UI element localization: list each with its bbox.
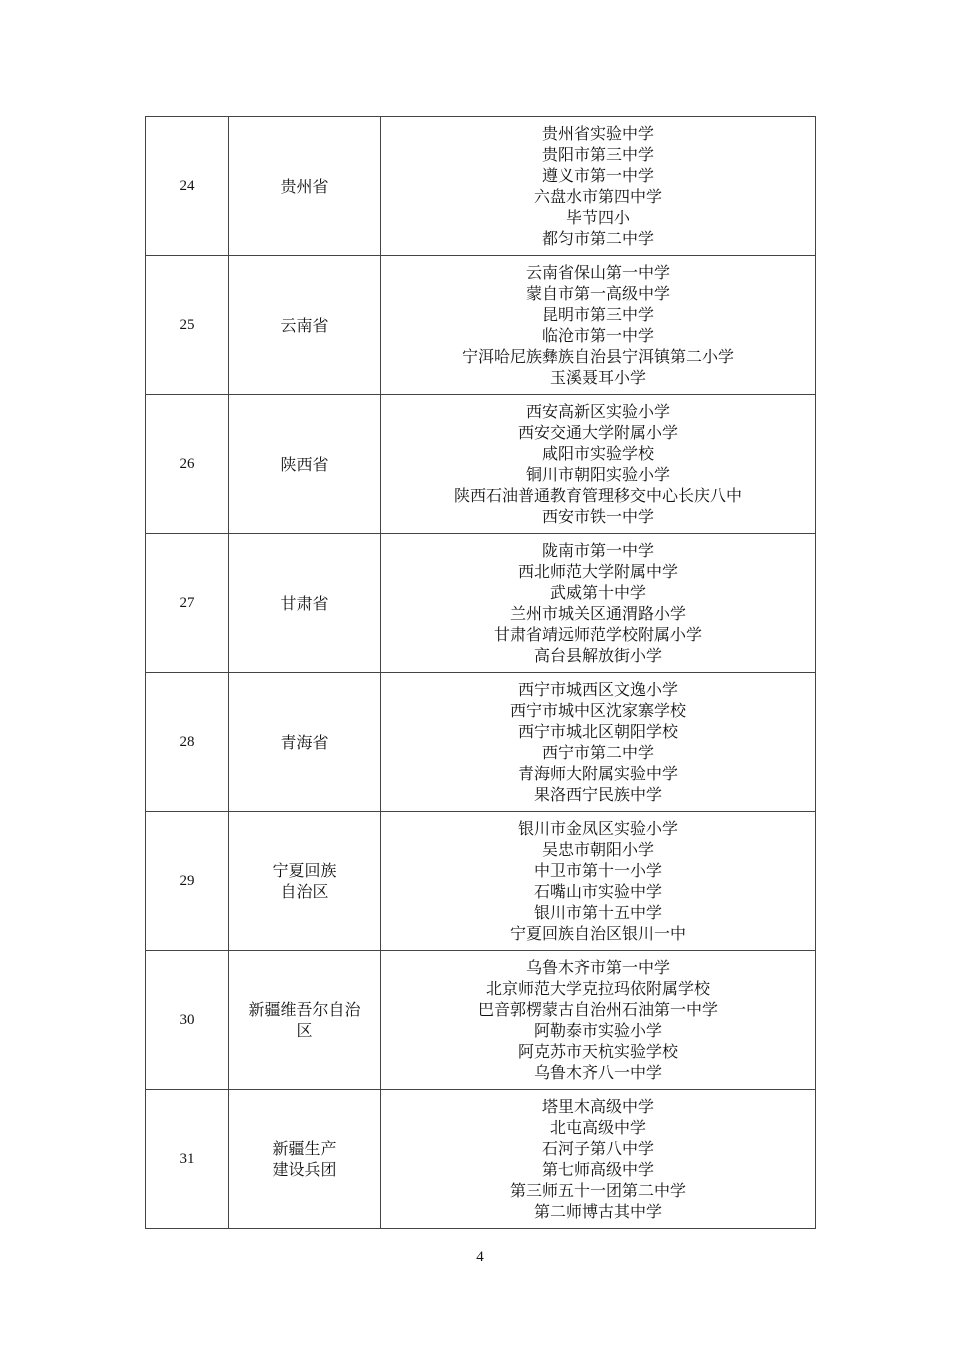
row-number: 26 [146,395,229,534]
school-name: 西安交通大学附属小学 [517,423,678,442]
school-name: 西宁市城中区沈家寨学校 [509,701,686,720]
province-name-line: 宁夏回族 [272,861,337,880]
school-name: 西安高新区实验小学 [525,402,670,421]
table-row [146,117,816,256]
school-name: 六盘水市第四中学 [533,187,662,206]
school-name: 西安市铁一中学 [541,507,654,526]
school-list-cell [381,1090,816,1229]
school-name: 乌鲁木齐市第一中学 [525,958,670,977]
province-cell [229,951,381,1090]
school-name: 兰州市城关区通渭路小学 [509,604,686,623]
province-name-line: 区 [296,1021,313,1040]
page-number: 4 [476,1249,484,1265]
row-number: 30 [146,951,229,1090]
table-row [146,951,816,1090]
school-name: 都匀市第二中学 [541,229,654,248]
school-name: 北京师范大学克拉玛依附属学校 [485,979,710,998]
school-name: 陕西石油普通教育管理移交中心长庆八中 [453,486,742,505]
school-list-cell [381,673,816,812]
school-name: 第三师五十一团第二中学 [509,1181,686,1200]
school-name: 西北师范大学附属中学 [517,562,678,581]
school-name: 陇南市第一中学 [541,541,654,560]
school-name: 咸阳市实验学校 [541,444,654,463]
school-name: 贵州省实验中学 [541,124,654,143]
table-row [146,1090,816,1229]
school-name: 第七师高级中学 [541,1160,654,1179]
school-name: 武威第十中学 [549,583,646,602]
school-name: 铜川市朝阳实验小学 [525,465,670,484]
table-row [146,534,816,673]
province-name: 陕西省 [280,454,329,474]
school-name: 银川市金凤区实验小学 [517,819,678,838]
school-name: 西宁市第二中学 [541,743,654,762]
province-cell [229,117,381,256]
school-name: 石河子第八中学 [541,1139,654,1158]
school-name: 西宁市城北区朝阳学校 [517,722,678,741]
school-name: 宁夏回族自治区银川一中 [509,924,686,943]
table-row [146,812,816,951]
table-row [146,256,816,395]
row-number: 24 [146,117,229,256]
row-number: 29 [146,812,229,951]
table-row [146,673,816,812]
school-name: 青海师大附属实验中学 [517,764,678,783]
school-name: 西宁市城西区文逸小学 [517,680,678,699]
province-name-line: 新疆生产 [272,1139,337,1158]
school-list-cell [381,117,816,256]
school-name: 临沧市第一中学 [541,326,654,345]
school-name: 云南省保山第一中学 [525,263,670,282]
school-name: 贵阳市第三中学 [541,145,654,164]
school-name: 甘肃省靖远师范学校附属小学 [493,625,702,644]
school-list-cell [381,812,816,951]
province-name: 甘肃省 [280,593,329,613]
province-cell [229,812,381,951]
school-list-cell [381,534,816,673]
province-cell [229,395,381,534]
province-name-line: 新疆维吾尔自治 [248,1000,361,1019]
school-name: 塔里木高级中学 [541,1097,654,1116]
school-name: 巴音郭楞蒙古自治州石油第一中学 [477,1000,718,1019]
school-name: 第二师博古其中学 [533,1202,662,1221]
school-name: 玉溪聂耳小学 [549,368,646,387]
school-name: 宁洱哈尼族彝族自治县宁洱镇第二小学 [461,347,734,366]
province-cell [229,673,381,812]
school-name: 吴忠市朝阳小学 [541,840,654,859]
row-number: 25 [146,256,229,395]
school-name: 阿勒泰市实验小学 [533,1021,662,1040]
school-name: 高台县解放街小学 [533,646,662,665]
province-name: 云南省 [280,315,329,335]
school-name: 毕节四小 [565,208,630,227]
province-cell [229,1090,381,1229]
school-list-table [145,116,816,1229]
province-name: 青海省 [280,732,329,752]
province-name-line: 建设兵团 [272,1160,337,1179]
school-list-cell [381,951,816,1090]
table-row [146,395,816,534]
school-name: 中卫市第十一小学 [533,861,662,880]
school-name: 昆明市第三中学 [541,305,654,324]
school-name: 果洛西宁民族中学 [533,785,662,804]
province-name: 贵州省 [280,176,329,196]
school-list-cell [381,395,816,534]
row-number: 31 [146,1090,229,1229]
school-list-cell [381,256,816,395]
school-name: 银川市第十五中学 [533,903,662,922]
row-number: 27 [146,534,229,673]
province-cell [229,256,381,395]
school-name: 阿克苏市天杭实验学校 [517,1042,678,1061]
school-name: 乌鲁木齐八一中学 [533,1063,662,1082]
school-name: 蒙自市第一高级中学 [525,284,670,303]
province-cell [229,534,381,673]
row-number: 28 [146,673,229,812]
province-name-line: 自治区 [280,882,329,901]
school-name: 遵义市第一中学 [541,166,654,185]
school-name: 北屯高级中学 [549,1118,646,1137]
school-name: 石嘴山市实验中学 [533,882,662,901]
